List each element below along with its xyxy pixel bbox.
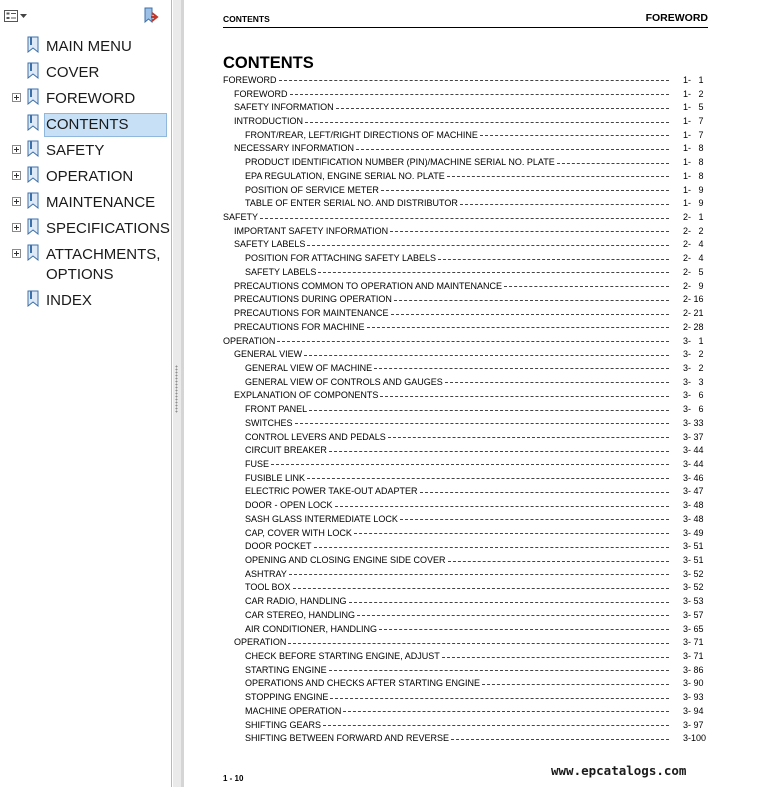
toc-entry[interactable] — [223, 635, 708, 649]
toc-entry-page[interactable]: 3- 48 — [683, 513, 704, 524]
toc-entry-title[interactable]: FOREWORD — [234, 88, 288, 99]
toc-entry[interactable] — [223, 732, 708, 746]
toc-entry-title[interactable]: FOREWORD — [223, 74, 277, 85]
bookmark-specifications[interactable] — [4, 215, 170, 241]
toc-entry-page[interactable]: 3- 48 — [683, 500, 704, 511]
toc-entry-title[interactable]: OPERATION — [223, 335, 276, 346]
toc-entry-page[interactable]: 3- 52 — [683, 582, 704, 593]
bookmark-icon — [27, 62, 39, 79]
toc-entry-page[interactable]: 3- 53 — [683, 596, 704, 607]
toc-entry[interactable] — [223, 526, 708, 540]
toc-entry-title[interactable]: STARTING ENGINE — [245, 664, 327, 675]
toc-entry[interactable] — [223, 485, 708, 499]
bookmark-tree — [4, 33, 170, 313]
toc-leader — [305, 122, 669, 123]
toc-leader — [379, 629, 669, 630]
toc-entry-page[interactable]: 3- 44 — [683, 458, 704, 469]
toc-entry-title[interactable]: CIRCUIT BREAKER — [245, 445, 327, 456]
toc-leader — [400, 519, 669, 520]
toc-entry-page[interactable]: 3-100 — [683, 733, 707, 744]
bookmark-contents[interactable] — [4, 111, 170, 137]
toc-entry-title[interactable]: ELECTRIC POWER TAKE-OUT ADAPTER — [245, 486, 418, 497]
toc-entry[interactable] — [223, 663, 708, 677]
bookmark-label[interactable]: SAFETY — [46, 142, 105, 159]
expand-icon[interactable] — [12, 249, 21, 258]
toc-entry-page[interactable]: 3- 1 — [683, 335, 704, 346]
toc-entry-title[interactable]: AIR CONDITIONER, HANDLING — [245, 623, 378, 634]
toc-leader — [354, 533, 669, 534]
bookmark-icon — [27, 88, 39, 105]
toc-leader — [349, 602, 669, 603]
toc-leader — [447, 176, 669, 177]
toc-entry[interactable] — [223, 690, 708, 704]
bookmark-cover[interactable] — [4, 59, 170, 85]
toc-entry[interactable] — [223, 498, 708, 512]
toc-leader — [295, 423, 669, 424]
toc-leader — [451, 739, 669, 740]
toc-entry-title[interactable]: FRONT/REAR, LEFT/RIGHT DIRECTIONS OF MACHINE — [245, 129, 478, 140]
bookmark-label[interactable]: COVER — [46, 64, 100, 81]
toc-entry[interactable] — [223, 169, 708, 183]
toc-entry-title[interactable]: SAFETY INFORMATION — [234, 102, 334, 113]
expand-icon[interactable] — [12, 145, 21, 154]
toc-leader — [381, 190, 669, 191]
toc-entry-title[interactable]: CAR STEREO, HANDLING — [245, 609, 356, 620]
toc-entry[interactable] — [223, 608, 708, 622]
bookmark-attachments-options[interactable] — [4, 241, 170, 287]
toc-entry-page[interactable]: 3- 86 — [683, 664, 704, 675]
toc-entry[interactable] — [223, 100, 708, 114]
toc-entry-page[interactable]: 2- 16 — [683, 294, 704, 305]
bookmarks-panel — [0, 0, 172, 787]
toc-entry[interactable] — [223, 457, 708, 471]
bookmark-label[interactable]: FOREWORD — [46, 90, 136, 107]
toc-entry[interactable] — [223, 567, 708, 581]
toc-entry-page[interactable]: 1- 7 — [683, 129, 704, 140]
toc-entry-page[interactable]: 2- 5 — [683, 266, 704, 277]
toc-leader — [374, 368, 669, 369]
toc-entry-page[interactable]: 3- 3 — [683, 376, 704, 387]
toc-entry[interactable] — [223, 196, 708, 210]
toc-entry-title[interactable]: STOPPING ENGINE — [245, 692, 329, 703]
toc-entry-page[interactable]: 3- 44 — [683, 445, 704, 456]
toc-entry[interactable] — [223, 539, 708, 553]
toc-entry[interactable] — [223, 279, 708, 293]
toc-entry[interactable] — [223, 677, 708, 691]
toc-leader — [388, 437, 669, 438]
toc-entry-page[interactable]: 3- 51 — [683, 555, 704, 566]
toc-entry[interactable] — [223, 389, 708, 403]
expand-icon[interactable] — [12, 171, 21, 180]
toc-entry-title[interactable]: PRECAUTIONS FOR MACHINE — [234, 321, 365, 332]
options-menu-button[interactable] — [4, 8, 30, 24]
expand-icon[interactable] — [12, 93, 21, 102]
toc-entry[interactable] — [223, 581, 708, 595]
bookmark-index[interactable] — [4, 287, 170, 313]
toc-leader — [307, 478, 669, 479]
bookmark-safety[interactable] — [4, 137, 170, 163]
toc-entry[interactable] — [223, 512, 708, 526]
header-rule — [223, 27, 708, 28]
toc-entry-page[interactable]: 2- 21 — [683, 308, 704, 319]
toc-leader — [314, 547, 669, 548]
bookmark-icon — [27, 218, 39, 235]
bookmark-label[interactable]: MAINTENANCE — [46, 194, 156, 211]
page-title: CONTENTS — [223, 54, 314, 72]
bookmark-label[interactable]: SPECIFICATIONS — [46, 220, 170, 237]
toc-entry-page[interactable]: 3- 49 — [683, 527, 704, 538]
toc-leader — [448, 561, 669, 562]
toc-entry-page[interactable]: 3- 47 — [683, 486, 704, 497]
bookmark-foreword[interactable] — [4, 85, 170, 111]
toc-entry-page[interactable]: 1- 8 — [683, 170, 704, 181]
toc-entry-title[interactable]: IMPORTANT SAFETY INFORMATION — [234, 225, 389, 236]
toc-entry[interactable] — [223, 443, 708, 457]
bookmark-icon — [27, 244, 39, 261]
toc-leader — [309, 410, 669, 411]
bookmark-icon — [27, 140, 39, 157]
toc-entry-title[interactable]: OPENING AND CLOSING ENGINE SIDE COVER — [245, 555, 446, 566]
running-header-left: CONTENTS — [223, 14, 270, 24]
toc-entry[interactable] — [223, 142, 708, 156]
delete-bookmark-icon — [142, 12, 160, 29]
toc-entry-page[interactable]: 3- 33 — [683, 417, 704, 428]
toc-leader — [271, 464, 669, 465]
toc-entry-title[interactable]: POSITION OF SERVICE METER — [245, 184, 379, 195]
toc-leader — [442, 657, 669, 658]
toc-entry-page[interactable]: 3- 90 — [683, 678, 704, 689]
toc-leader — [343, 711, 669, 712]
bookmark-label[interactable]: MAIN MENU — [46, 38, 132, 55]
toc-entry[interactable] — [223, 306, 708, 320]
toc-leader — [390, 231, 669, 232]
toc-entry-page[interactable]: 3- 71 — [683, 651, 704, 662]
toc-entry-page[interactable]: 3- 94 — [683, 705, 704, 716]
toc-entry-page[interactable]: 2- 4 — [683, 239, 704, 250]
toc-entry-title[interactable]: MACHINE OPERATION — [245, 705, 342, 716]
table-of-contents — [223, 73, 708, 745]
bookmark-operation[interactable] — [4, 163, 170, 189]
toc-entry[interactable] — [223, 73, 708, 87]
toc-entry-title[interactable]: SASH GLASS INTERMEDIATE LOCK — [245, 513, 398, 524]
toc-leader — [323, 725, 669, 726]
toc-entry-page[interactable]: 1- 2 — [683, 88, 704, 99]
toc-entry[interactable] — [223, 265, 708, 279]
toc-entry-page[interactable]: 2- 9 — [683, 280, 704, 291]
toc-entry-title[interactable]: SHIFTING GEARS — [245, 719, 322, 730]
toc-entry-title[interactable]: DOOR POCKET — [245, 541, 312, 552]
toc-entry-page[interactable]: 1- 8 — [683, 143, 704, 154]
toc-entry-title[interactable]: SAFETY LABELS — [245, 266, 317, 277]
toc-entry-page[interactable]: 3- 6 — [683, 404, 704, 415]
toc-entry-page[interactable]: 1- 9 — [683, 198, 704, 209]
toc-leader — [260, 218, 669, 219]
toc-leader — [420, 492, 669, 493]
toc-entry-page[interactable]: 2- 2 — [683, 225, 704, 236]
toc-entry[interactable] — [223, 128, 708, 142]
toc-leader — [289, 574, 669, 575]
toc-entry[interactable] — [223, 224, 708, 238]
toc-leader — [304, 355, 669, 356]
toc-entry-page[interactable]: 2- 1 — [683, 212, 704, 223]
toc-entry-title[interactable]: POSITION FOR ATTACHING SAFETY LABELS — [245, 253, 437, 264]
bookmark-icon — [27, 290, 39, 307]
toc-entry-page[interactable]: 1- 8 — [683, 157, 704, 168]
toc-entry-title[interactable]: CHECK BEFORE STARTING ENGINE, ADJUST — [245, 651, 440, 662]
toc-leader — [277, 341, 669, 342]
toc-entry-title[interactable]: OPERATIONS AND CHECKS AFTER STARTING ENGINE — [245, 678, 481, 689]
toc-entry[interactable] — [223, 155, 708, 169]
bookmark-icon — [27, 36, 39, 53]
toc-entry-title[interactable]: NECESSARY INFORMATION — [234, 143, 355, 154]
toc-leader — [290, 94, 670, 95]
toc-entry-page[interactable]: 1- 7 — [683, 116, 704, 127]
toc-entry-title[interactable]: SAFETY — [223, 212, 259, 223]
bookmark-icon — [27, 192, 39, 209]
toc-entry-title[interactable]: EPA REGULATION, ENGINE SERIAL NO. PLATE — [245, 170, 445, 181]
toc-entry-page[interactable]: 3- 65 — [683, 623, 704, 634]
chevron-down-icon — [20, 14, 27, 19]
toc-entry-title[interactable]: GENERAL VIEW OF MACHINE — [245, 362, 373, 373]
toc-leader — [318, 272, 669, 273]
document-page — [184, 0, 763, 787]
toc-entry[interactable] — [223, 210, 708, 224]
toc-entry-title[interactable]: ASHTRAY — [245, 568, 287, 579]
toc-entry-title[interactable]: FRONT PANEL — [245, 404, 308, 415]
toc-entry-title[interactable]: PRECAUTIONS COMMON TO OPERATION AND MAINTENANCE — [234, 280, 503, 291]
toc-entry[interactable] — [223, 718, 708, 732]
toc-entry-page[interactable]: 3- 93 — [683, 692, 704, 703]
toc-entry[interactable] — [223, 622, 708, 636]
toc-entry[interactable] — [223, 361, 708, 375]
toc-entry[interactable] — [223, 649, 708, 663]
panel-splitter[interactable] — [173, 0, 181, 787]
toc-entry[interactable] — [223, 334, 708, 348]
toc-entry[interactable] — [223, 430, 708, 444]
toc-entry[interactable] — [223, 320, 708, 334]
toc-entry-title[interactable]: PRECAUTIONS FOR MAINTENANCE — [234, 308, 389, 319]
toc-leader — [460, 204, 669, 205]
toc-leader — [288, 643, 669, 644]
toc-entry-page[interactable]: 3- 46 — [683, 472, 704, 483]
toc-entry-title[interactable]: CONTROL LEVERS AND PEDALS — [245, 431, 386, 442]
toc-entry[interactable] — [223, 238, 708, 252]
toc-entry-title[interactable]: GENERAL VIEW OF CONTROLS AND GAUGES — [245, 376, 443, 387]
toc-entry[interactable] — [223, 594, 708, 608]
toc-leader — [279, 80, 670, 81]
toc-entry[interactable] — [223, 553, 708, 567]
toc-entry[interactable] — [223, 251, 708, 265]
toc-entry-page[interactable]: 3- 97 — [683, 719, 704, 730]
toc-entry-page[interactable]: 1- 1 — [683, 74, 704, 85]
delete-bookmark-button[interactable] — [142, 7, 160, 25]
toc-leader — [482, 684, 669, 685]
toc-entry-title[interactable]: EXPLANATION OF COMPONENTS — [234, 390, 379, 401]
toc-entry[interactable] — [223, 402, 708, 416]
toc-leader — [445, 382, 669, 383]
toc-entry-title[interactable]: SAFETY LABELS — [234, 239, 306, 250]
toc-entry-title[interactable]: DOOR - OPEN LOCK — [245, 500, 333, 511]
toc-leader — [330, 698, 669, 699]
toc-entry-title[interactable]: SHIFTING BETWEEN FORWARD AND REVERSE — [245, 733, 450, 744]
bookmark-main-menu[interactable] — [4, 33, 170, 59]
toc-leader — [356, 149, 669, 150]
toc-entry-page[interactable]: 3- 71 — [683, 637, 704, 648]
toc-entry-title[interactable]: GENERAL VIEW — [234, 349, 303, 360]
toc-entry[interactable] — [223, 416, 708, 430]
toc-entry-page[interactable]: 3- 2 — [683, 362, 704, 373]
toc-leader — [380, 396, 669, 397]
toc-entry-title[interactable]: CAR RADIO, HANDLING — [245, 596, 347, 607]
toc-entry-page[interactable]: 1- 5 — [683, 102, 704, 113]
running-header-right: FOREWORD — [645, 12, 708, 24]
bookmark-label[interactable]: ATTACHMENTS, OPTIONS — [46, 246, 161, 283]
toc-leader — [307, 245, 669, 246]
bookmark-label[interactable]: OPERATION — [46, 168, 134, 185]
toc-entry-page[interactable]: 3- 51 — [683, 541, 704, 552]
bookmark-maintenance[interactable] — [4, 189, 170, 215]
toc-entry[interactable] — [223, 347, 708, 361]
bookmarks-toolbar — [0, 0, 172, 32]
toc-entry-title[interactable]: PRECAUTIONS DURING OPERATION — [234, 294, 392, 305]
bookmark-label[interactable]: INDEX — [46, 292, 92, 309]
toc-entry-page[interactable]: 2- 28 — [683, 321, 704, 332]
toc-entry-title[interactable]: PRODUCT IDENTIFICATION NUMBER (PIN)/MACHINE SERIAL NO. PLATE — [245, 157, 555, 168]
toc-leader — [329, 451, 669, 452]
toc-entry[interactable] — [223, 704, 708, 718]
toc-leader — [357, 615, 669, 616]
bookmark-icon — [27, 114, 39, 131]
toc-entry-page[interactable]: 3- 2 — [683, 349, 704, 360]
toc-entry[interactable] — [223, 293, 708, 307]
toc-entry-title[interactable]: TABLE OF ENTER SERIAL NO. AND DISTRIBUTOR — [245, 198, 458, 209]
watermark: www.epcatalogs.com — [551, 763, 687, 778]
toc-leader — [557, 163, 669, 164]
splitter-grip-icon — [175, 365, 178, 413]
toc-entry-page[interactable]: 3- 57 — [683, 609, 704, 620]
toc-entry-title[interactable]: FUSE — [245, 458, 270, 469]
toc-leader — [394, 300, 669, 301]
toc-leader — [336, 108, 669, 109]
toc-entry-title[interactable]: SWITCHES — [245, 417, 293, 428]
toc-leader — [391, 314, 669, 315]
toc-entry-page[interactable]: 2- 4 — [683, 253, 704, 264]
bookmark-label[interactable]: CONTENTS — [44, 113, 167, 137]
toc-entry-page[interactable]: 3- 37 — [683, 431, 704, 442]
toc-entry[interactable] — [223, 87, 708, 101]
toc-entry[interactable] — [223, 183, 708, 197]
toc-entry-title[interactable]: FUSIBLE LINK — [245, 472, 306, 483]
page-number: 1 - 10 — [223, 774, 244, 783]
toc-leader — [329, 670, 669, 671]
toc-leader — [438, 259, 669, 260]
toc-entry-page[interactable]: 3- 52 — [683, 568, 704, 579]
toc-leader — [335, 506, 669, 507]
toc-entry[interactable] — [223, 375, 708, 389]
toc-leader — [293, 588, 669, 589]
expand-icon[interactable] — [12, 223, 21, 232]
bookmark-icon — [27, 166, 39, 183]
toc-entry-page[interactable]: 3- 6 — [683, 390, 704, 401]
toc-leader — [367, 327, 669, 328]
toc-entry-title[interactable]: TOOL BOX — [245, 582, 291, 593]
options-icon — [4, 10, 18, 22]
toc-entry-title[interactable]: OPERATION — [234, 637, 287, 648]
toc-leader — [480, 135, 669, 136]
toc-entry[interactable] — [223, 471, 708, 485]
toc-entry-page[interactable]: 1- 9 — [683, 184, 704, 195]
expand-icon[interactable] — [12, 197, 21, 206]
toc-leader — [504, 286, 669, 287]
toc-entry-title[interactable]: CAP, COVER WITH LOCK — [245, 527, 352, 538]
toc-entry-title[interactable]: INTRODUCTION — [234, 116, 303, 127]
toc-entry[interactable] — [223, 114, 708, 128]
